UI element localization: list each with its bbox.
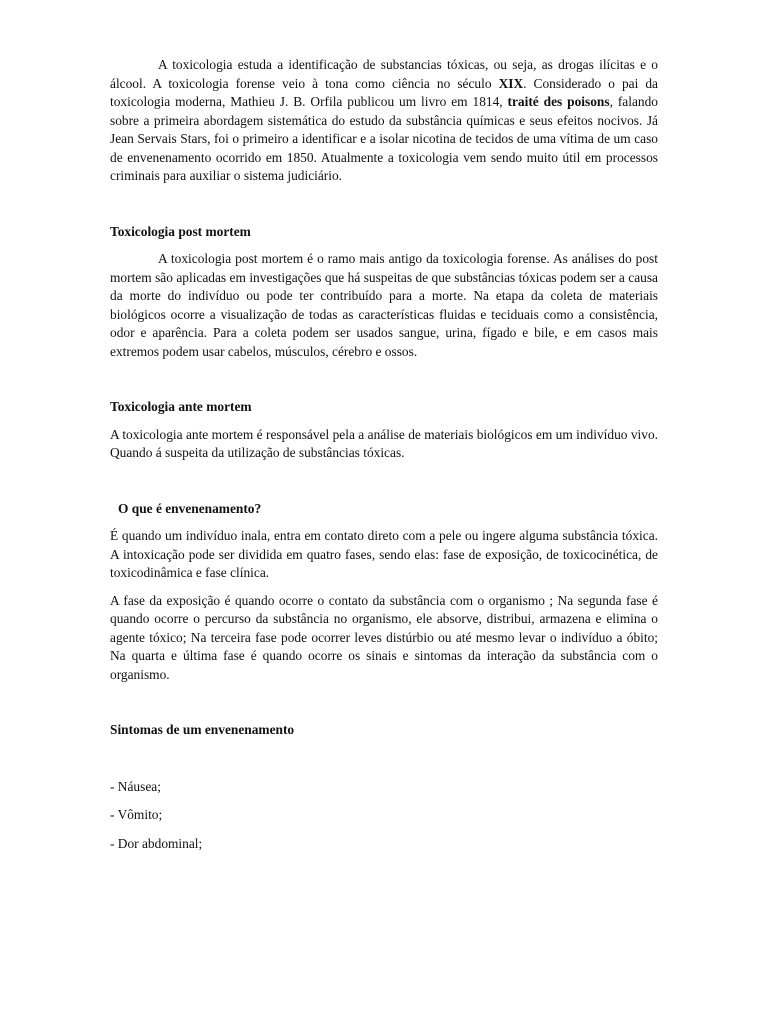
list-item: - Náusea; <box>110 778 161 794</box>
envenenamento-paragraph-1: É quando um indivíduo inala, entra em contato direto com a pele ou ingere alguma substância tóxica. A intoxicação pode ser dividida em quatro fases, sendo elas: fase de exposição, de toxicocinética, de toxicodinâmica e fase clínica. <box>110 528 658 580</box>
envenenamento-paragraph-2: A fase da exposição é quando ocorre o contato da substância com o organismo ; Na segunda fase é quando ocorre o percurso da substância no organismo, ele absorve, distribui, armazena e elimina o agente tóxico; Na terceira fase pode ocorrer leves distúrbio ou até mesmo levar o indivíduo a óbito; Na quarta e última fase é quando ocorre os sinais e sintomas da interação da substância com o organismo. <box>110 592 658 682</box>
list-item: - Vômito; <box>110 807 163 822</box>
document-page <box>110 56 658 853</box>
envenenamento-heading: O que é envenenamento? <box>118 500 262 516</box>
post-mortem-paragraph: A toxicologia post mortem é o ramo mais antigo da toxicologia forense. As análises do post mortem são aplicadas em investigações que há suspeitas de que substâncias tóxicas podem ser a causa da morte do indivíduo ou pode ter contribuído para a morte. Na etapa da coleta de materiais biológicos ocorre a visualização de todas as características fluidas e teciduais como a consistência, odor e aparência. Para a coleta podem ser usados sangue, urina, fígado e bile, e em casos mais extremos podem usar cabelos, músculos, cérebro e ossos. <box>110 251 658 359</box>
sintomas-heading: Sintomas de um envenenamento <box>110 722 295 737</box>
ante-mortem-paragraph: A toxicologia ante mortem é responsável pela a análise de materiais biológicos em um indivíduo vivo. Quando á suspeita da utilização de substâncias tóxicas. <box>110 426 658 460</box>
ante-mortem-heading: Toxicologia ante mortem <box>110 399 252 414</box>
book-title-bold: traité des poisons <box>507 94 610 109</box>
list-item: - Dor abdominal; <box>110 835 203 851</box>
intro-paragraph: A toxicologia estuda a identificação de substancias tóxicas, ou seja, as drogas ilícitas e o álcool. A toxicologia forense veio à tona como ciência no século XIX. Considerado o pai da toxicologia moderna, Mathieu J. B. Orfila publicou um livro em 1814, traité des poisons, falando sobre a primeira abordagem sistemática do estudo da substância químicas e seus efeitos nocivos. Já Jean Servais Stars, foi o primeiro a identificar e a isolar nicotina de tecidos de uma vítima de um caso de envenenamento ocorrido em 1850. Atualmente a toxicologia vem sendo muito útil em processos criminais para auxiliar o sistema judiciário. <box>110 57 658 183</box>
century-bold: XIX <box>498 75 524 91</box>
post-mortem-heading: Toxicologia post mortem <box>110 223 251 239</box>
